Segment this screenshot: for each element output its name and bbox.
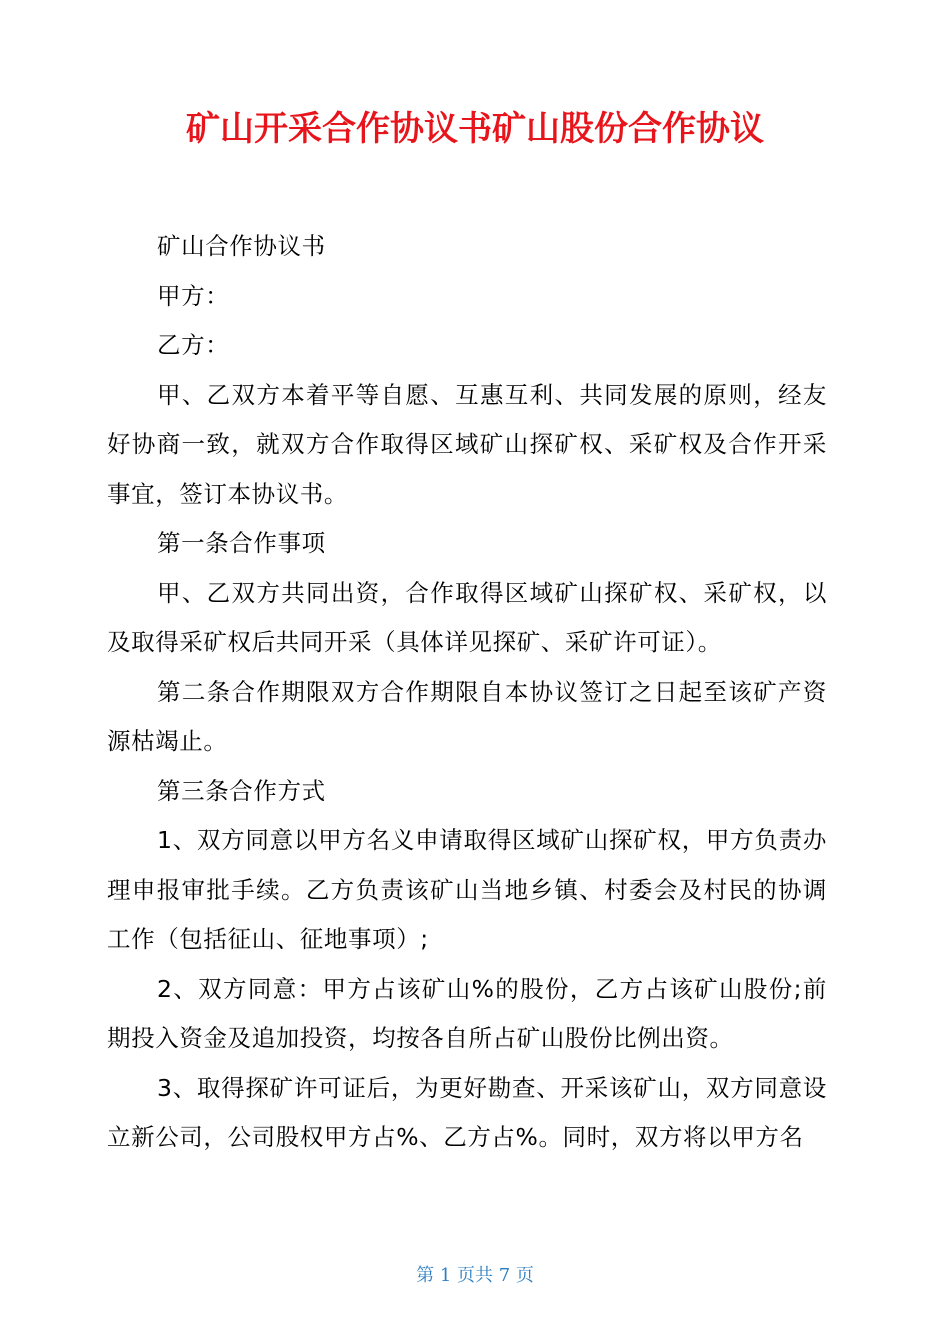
paragraph-heading: 矿山合作协议书 [157, 232, 326, 260]
article-3-item-3: 3、取得探矿许可证后，为更好勘查、开采该矿山，双方同意设立新公司，公司股权甲方占%、乙方占%。同时，双方将以甲方名 [107, 1073, 827, 1151]
article-3-item-1: 1、双方同意以甲方名义申请取得区域矿山探矿权，甲方负责办理申报审批手续。乙方负责该矿山当地乡镇、村委会及村民的协调工作（包括征山、征地事项）; [107, 826, 827, 953]
article-2: 第二条合作期限双方合作期限自本协议签订之日起至该矿产资源枯竭止。 [107, 677, 827, 755]
article-1-heading: 第一条合作事项 [157, 529, 326, 557]
document-body [107, 222, 827, 1163]
article-3-heading: 第三条合作方式 [157, 776, 326, 805]
paragraph-party-b: 乙方： [157, 331, 230, 359]
article-1-body: 甲、乙双方共同出资，合作取得区域矿山探矿权、采矿权，以及取得采矿权后共同开采（具体详见探矿、采矿许可证）。 [107, 578, 827, 656]
article-3-item-2: 2、双方同意：甲方占该矿山%的股份，乙方占该矿山股份;前期投入资金及追加投资，均按各自所占矿山股份比例出资。 [107, 974, 827, 1052]
paragraph-preamble: 甲、乙双方本着平等自愿、互惠互利、共同发展的原则，经友好协商一致，就双方合作取得区域矿山探矿权、采矿权及合作开采事宜，签订本协议书。 [107, 380, 827, 508]
paragraph-party-a: 甲方： [157, 281, 230, 310]
page-number-footer: 第 1 页共 7 页 [416, 1265, 534, 1286]
document-title: 矿山开采合作协议书矿山股份合作协议 [186, 109, 764, 149]
